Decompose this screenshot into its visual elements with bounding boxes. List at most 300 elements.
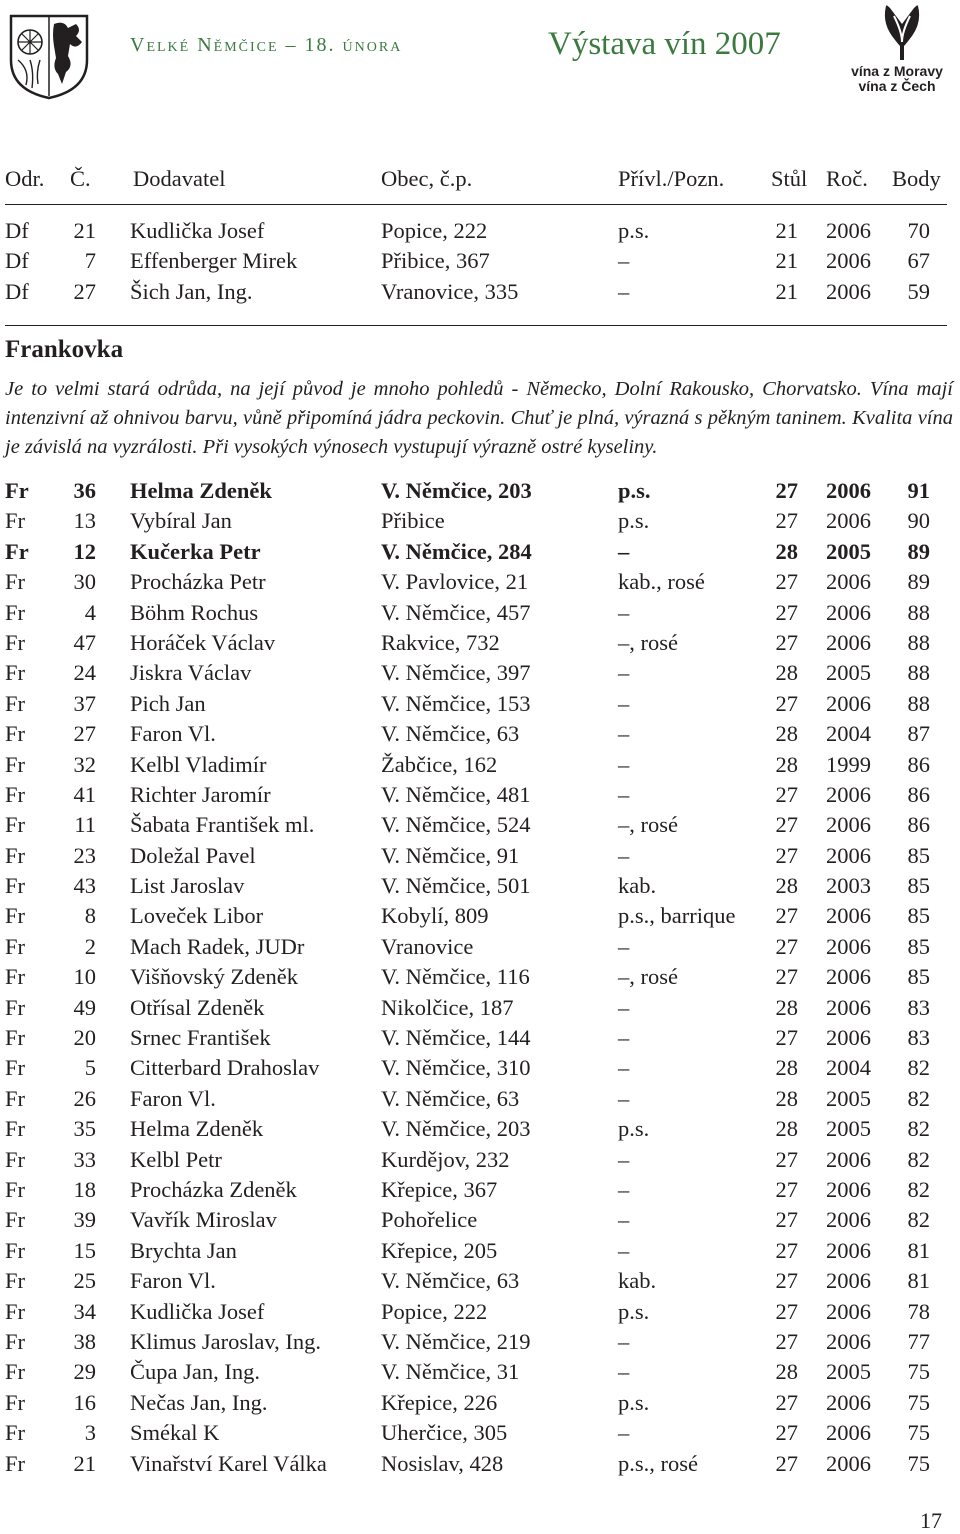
cell-stul: 27: [775, 508, 798, 534]
cell-dodavatel: Kudlička Josef: [130, 1298, 265, 1324]
cell-rocnik: 2006: [826, 1268, 871, 1294]
cell-dodavatel: Procházka Petr: [130, 569, 266, 595]
cell-num: 16: [73, 1389, 96, 1415]
cell-rocnik: 2006: [826, 842, 871, 868]
cell-body: 82: [907, 1116, 930, 1142]
cell-num: 29: [73, 1359, 96, 1385]
col-header-stul: Stůl: [771, 166, 808, 191]
cell-stul: 27: [775, 1025, 798, 1051]
cell-stul: 27: [775, 1268, 798, 1294]
cell-odr: Fr: [5, 1055, 26, 1081]
cell-pozn: –: [618, 278, 630, 304]
cell-stul: 27: [775, 629, 798, 655]
page-header: [0, 0, 960, 110]
cell-stul: 27: [775, 1298, 798, 1324]
cell-pozn: –: [618, 994, 630, 1020]
cell-body: 89: [907, 569, 930, 595]
cell-obec: V. Němčice, 63: [381, 1268, 520, 1294]
table-row: [0, 628, 960, 658]
cell-pozn: –: [618, 599, 630, 625]
cell-num: 20: [73, 1025, 96, 1051]
cell-obec: V. Pavlovice, 21: [381, 569, 529, 595]
col-header-dodavatel: Dodavatel: [133, 166, 226, 191]
table-row: [0, 1266, 960, 1296]
cell-rocnik: 2006: [826, 278, 871, 304]
cell-pozn: –: [618, 721, 630, 747]
cell-pozn: –: [618, 751, 630, 777]
table-row: [0, 506, 960, 536]
table-row: [0, 476, 960, 506]
municipal-crest-icon: [8, 10, 90, 100]
cell-rocnik: 2006: [826, 994, 871, 1020]
cell-odr: Fr: [5, 873, 26, 899]
cell-body: 86: [907, 781, 930, 807]
cell-odr: Fr: [5, 629, 26, 655]
cell-stul: 28: [775, 1116, 798, 1142]
cell-obec: Žabčice, 162: [381, 751, 498, 777]
cell-odr: Fr: [5, 721, 26, 747]
table-row: [0, 1205, 960, 1235]
cell-rocnik: 2006: [826, 781, 871, 807]
cell-stul: 27: [775, 1207, 798, 1233]
cell-odr: Fr: [5, 994, 26, 1020]
cell-body: 91: [907, 478, 930, 503]
cell-pozn: kab.: [618, 873, 657, 899]
cell-body: 77: [907, 1328, 930, 1354]
cell-body: 85: [907, 933, 930, 959]
table-row: [0, 1327, 960, 1357]
cell-dodavatel: Srnec František: [130, 1025, 271, 1051]
cell-rocnik: 2006: [826, 903, 871, 929]
cell-body: 86: [907, 751, 930, 777]
cell-body: 88: [907, 629, 930, 655]
table-header: [0, 164, 960, 194]
cell-pozn: –, rosé: [618, 964, 678, 990]
cell-num: 38: [73, 1328, 96, 1354]
cell-odr: Fr: [5, 1328, 26, 1354]
cell-num: 37: [73, 690, 96, 716]
cell-obec: Uherčice, 305: [381, 1420, 508, 1446]
cell-stul: 27: [775, 569, 798, 595]
cell-pozn: –: [618, 1055, 630, 1081]
col-header-pozn: Přívl./Pozn.: [618, 166, 725, 191]
table-row: [0, 658, 960, 688]
cell-dodavatel: Brychta Jan: [130, 1237, 237, 1263]
cell-body: 82: [907, 1085, 930, 1111]
cell-rocnik: 2006: [826, 599, 871, 625]
cell-dodavatel: Procházka Zdeněk: [130, 1176, 297, 1202]
cell-stul: 28: [775, 1055, 798, 1081]
cell-body: 59: [907, 278, 930, 304]
cell-stul: 27: [775, 964, 798, 990]
cell-num: 26: [73, 1085, 96, 1111]
cell-obec: V. Němčice, 144: [381, 1025, 531, 1051]
cell-pozn: p.s.: [618, 1298, 650, 1324]
cell-num: 34: [73, 1298, 96, 1324]
cell-odr: Fr: [5, 538, 29, 564]
cell-dodavatel: Vybíral Jan: [130, 508, 232, 534]
cell-pozn: –: [618, 1146, 630, 1172]
cell-dodavatel: Otřísal Zdeněk: [130, 994, 265, 1020]
cell-stul: 21: [775, 218, 798, 243]
cell-num: 43: [73, 873, 96, 899]
cell-rocnik: 2006: [826, 1389, 871, 1415]
cell-pozn: –: [618, 538, 630, 564]
cell-rocnik: 2006: [826, 218, 871, 243]
cell-stul: 27: [775, 1389, 798, 1415]
cell-dodavatel: Kelbl Vladimír: [130, 751, 267, 777]
cell-pozn: –, rosé: [618, 629, 678, 655]
cell-dodavatel: Kelbl Petr: [130, 1146, 222, 1172]
cell-num: 35: [73, 1116, 96, 1142]
cell-body: 88: [907, 599, 930, 625]
cell-body: 70: [907, 218, 930, 243]
cell-pozn: p.s., barrique: [618, 903, 736, 929]
cell-stul: 27: [775, 690, 798, 716]
cell-rocnik: 2006: [826, 1025, 871, 1051]
cell-odr: Fr: [5, 1420, 26, 1446]
cell-obec: V. Němčice, 397: [381, 660, 531, 686]
cell-obec: Přibice, 367: [381, 248, 490, 274]
cell-dodavatel: List Jaroslav: [130, 873, 245, 899]
cell-body: 85: [907, 964, 930, 990]
table-row: [0, 1053, 960, 1083]
cell-num: 10: [73, 964, 96, 990]
cell-rocnik: 2005: [826, 538, 871, 564]
df-table-body: [0, 216, 960, 307]
cell-body: 86: [907, 812, 930, 838]
cell-rocnik: 2003: [826, 873, 871, 899]
cell-stul: 28: [775, 721, 798, 747]
cell-dodavatel: Helma Zdeněk: [130, 1116, 264, 1142]
cell-rocnik: 2006: [826, 478, 871, 503]
cell-odr: Fr: [5, 1085, 26, 1111]
cell-odr: Fr: [5, 1146, 26, 1172]
table-row: [0, 901, 960, 931]
cell-rocnik: 2006: [826, 933, 871, 959]
cell-pozn: –: [618, 842, 630, 868]
cell-stul: 28: [775, 751, 798, 777]
cell-dodavatel: Horáček Václav: [130, 629, 276, 655]
table-row: [0, 1418, 960, 1448]
cell-body: 87: [907, 721, 930, 747]
cell-stul: 27: [775, 812, 798, 838]
cell-pozn: –: [618, 1176, 630, 1202]
wine-logo-text: [842, 64, 952, 94]
cell-stul: 27: [775, 842, 798, 868]
cell-odr: Fr: [5, 1116, 26, 1142]
cell-obec: V. Němčice, 219: [381, 1328, 531, 1354]
cell-rocnik: 2006: [826, 1328, 871, 1354]
cell-pozn: p.s.: [618, 218, 650, 243]
table-row: [0, 277, 960, 307]
cell-stul: 28: [775, 538, 798, 564]
cell-pozn: –: [618, 1025, 630, 1051]
cell-rocnik: 2005: [826, 1116, 871, 1142]
cell-dodavatel: Kudlička Josef: [130, 218, 265, 243]
cell-stul: 27: [775, 599, 798, 625]
cell-body: 85: [907, 842, 930, 868]
cell-dodavatel: Klimus Jaroslav, Ing.: [130, 1328, 322, 1354]
cell-rocnik: 2006: [826, 1420, 871, 1446]
cell-rocnik: 2006: [826, 508, 871, 534]
cell-pozn: –: [618, 1420, 630, 1446]
cell-num: 23: [73, 842, 96, 868]
cell-obec: Křepice, 226: [381, 1389, 498, 1415]
cell-obec: Vranovice: [381, 933, 474, 959]
cell-dodavatel: Višňovský Zdeněk: [130, 964, 299, 990]
cell-num: 24: [73, 660, 96, 686]
table-row: [0, 567, 960, 597]
table-row: [0, 1449, 960, 1479]
cell-num: 2: [84, 933, 96, 959]
cell-rocnik: 2005: [826, 1085, 871, 1111]
cell-odr: Fr: [5, 751, 26, 777]
cell-rocnik: 2006: [826, 1298, 871, 1324]
cell-dodavatel: Šabata František ml.: [130, 812, 315, 838]
cell-pozn: kab.: [618, 1268, 657, 1294]
cell-body: 75: [907, 1450, 930, 1476]
cell-num: 21: [73, 1450, 96, 1476]
cell-body: 85: [907, 873, 930, 899]
cell-body: 88: [907, 660, 930, 686]
cell-num: 47: [73, 629, 96, 655]
cell-rocnik: 2006: [826, 629, 871, 655]
cell-body: 82: [907, 1176, 930, 1202]
cell-num: 18: [73, 1176, 96, 1202]
cell-body: 83: [907, 994, 930, 1020]
cell-num: 30: [73, 569, 96, 595]
cell-dodavatel: Richter Jaromír: [130, 781, 271, 807]
cell-body: 81: [907, 1237, 930, 1263]
cell-rocnik: 2005: [826, 1359, 871, 1385]
cell-num: 11: [74, 812, 96, 838]
table-row: [0, 962, 960, 992]
cell-stul: 27: [775, 1420, 798, 1446]
cell-dodavatel: Loveček Libor: [130, 903, 264, 929]
cell-pozn: –: [618, 1328, 630, 1354]
cell-pozn: p.s.: [618, 478, 651, 503]
cell-body: 75: [907, 1420, 930, 1446]
cell-obec: V. Němčice, 524: [381, 812, 531, 838]
cell-num: 21: [73, 218, 96, 243]
cell-obec: V. Němčice, 203: [381, 1116, 531, 1142]
cell-dodavatel: Citterbard Drahoslav: [130, 1055, 320, 1081]
cell-dodavatel: Helma Zdeněk: [130, 478, 272, 503]
cell-stul: 27: [775, 781, 798, 807]
cell-dodavatel: Nečas Jan, Ing.: [130, 1389, 268, 1415]
cell-body: 82: [907, 1146, 930, 1172]
cell-num: 32: [73, 751, 96, 777]
cell-obec: Nosislav, 428: [381, 1450, 504, 1476]
cell-obec: Popice, 222: [381, 218, 488, 243]
cell-stul: 27: [775, 933, 798, 959]
cell-num: 25: [73, 1268, 96, 1294]
table-row: [0, 1175, 960, 1205]
table-row: [0, 1084, 960, 1114]
cell-odr: Fr: [5, 1359, 26, 1385]
table-row: [0, 871, 960, 901]
cell-num: 36: [73, 478, 96, 503]
cell-num: 7: [84, 248, 96, 274]
cell-pozn: –: [618, 1207, 630, 1233]
table-row: [0, 216, 960, 246]
cell-odr: Df: [5, 278, 29, 304]
cell-obec: V. Němčice, 310: [381, 1055, 531, 1081]
cell-stul: 28: [775, 873, 798, 899]
divider: [5, 204, 947, 205]
cell-body: 83: [907, 1025, 930, 1051]
cell-dodavatel: Faron Vl.: [130, 1268, 216, 1294]
column-header-row: [0, 164, 960, 194]
cell-num: 39: [73, 1207, 96, 1233]
cell-body: 88: [907, 690, 930, 716]
cell-odr: Fr: [5, 781, 26, 807]
cell-pozn: –: [618, 248, 630, 274]
cell-num: 13: [73, 508, 96, 534]
cell-stul: 27: [775, 1328, 798, 1354]
table-row: [0, 932, 960, 962]
cell-rocnik: 2006: [826, 248, 871, 274]
cell-odr: Fr: [5, 1237, 26, 1263]
cell-stul: 27: [775, 1146, 798, 1172]
cell-obec: Pohořelice: [381, 1207, 478, 1233]
cell-obec: Přibice: [381, 508, 445, 534]
table-row: [0, 1023, 960, 1053]
cell-rocnik: 1999: [826, 751, 871, 777]
cell-obec: V. Němčice, 63: [381, 721, 520, 747]
cell-body: 82: [907, 1207, 930, 1233]
cell-obec: Rakvice, 732: [381, 629, 500, 655]
cell-num: 8: [84, 903, 96, 929]
cell-stul: 28: [775, 994, 798, 1020]
cell-body: 85: [907, 903, 930, 929]
table-row: [0, 1236, 960, 1266]
cell-dodavatel: Vinařství Karel Válka: [130, 1450, 327, 1476]
cell-obec: Křepice, 205: [381, 1237, 498, 1263]
cell-num: 41: [73, 781, 96, 807]
cell-pozn: –: [618, 1085, 630, 1111]
cell-num: 15: [73, 1237, 96, 1263]
logo-line-2: vína z Čech: [858, 78, 936, 94]
cell-odr: Fr: [5, 1176, 26, 1202]
cell-dodavatel: Pich Jan: [130, 690, 206, 716]
logo-line-1: vína z Moravy: [851, 63, 943, 79]
cell-body: 78: [907, 1298, 930, 1324]
cell-odr: Fr: [5, 812, 26, 838]
table-row: [0, 1388, 960, 1418]
cell-dodavatel: Kučerka Petr: [130, 538, 261, 564]
cell-odr: Fr: [5, 1450, 26, 1476]
cell-num: 49: [73, 994, 96, 1020]
cell-pozn: kab., rosé: [618, 569, 705, 595]
table-row: [0, 719, 960, 749]
cell-stul: 27: [775, 1237, 798, 1263]
table-row: [0, 841, 960, 871]
table-row: [0, 750, 960, 780]
cell-odr: Fr: [5, 1207, 26, 1233]
cell-obec: V. Němčice, 501: [381, 873, 531, 899]
cell-stul: 27: [775, 478, 798, 503]
cell-stul: 21: [775, 278, 798, 304]
cell-body: 90: [907, 508, 930, 534]
cell-odr: Fr: [5, 478, 29, 503]
cell-rocnik: 2006: [826, 1207, 871, 1233]
cell-stul: 21: [775, 248, 798, 274]
cell-num: 12: [73, 538, 96, 564]
cell-obec: V. Němčice, 153: [381, 690, 531, 716]
cell-rocnik: 2004: [826, 1055, 871, 1081]
cell-odr: Fr: [5, 1268, 26, 1294]
cell-odr: Fr: [5, 1298, 26, 1324]
page-number: 17: [920, 1508, 942, 1533]
table-row: [0, 993, 960, 1023]
table-row: [0, 246, 960, 276]
cell-rocnik: 2005: [826, 660, 871, 686]
cell-stul: 28: [775, 660, 798, 686]
cell-num: 4: [84, 599, 96, 625]
cell-odr: Fr: [5, 508, 26, 534]
cell-num: 3: [84, 1420, 96, 1446]
cell-stul: 27: [775, 903, 798, 929]
cell-odr: Fr: [5, 964, 26, 990]
cell-num: 27: [73, 278, 96, 304]
cell-odr: Fr: [5, 660, 26, 686]
divider: [5, 325, 947, 326]
cell-pozn: p.s.: [618, 1389, 650, 1415]
cell-obec: Kobylí, 809: [381, 903, 489, 929]
cell-num: 33: [73, 1146, 96, 1172]
cell-obec: Vranovice, 335: [381, 278, 519, 304]
table-row: [0, 1114, 960, 1144]
cell-odr: Fr: [5, 1025, 26, 1051]
cell-stul: 27: [775, 1176, 798, 1202]
cell-stul: 27: [775, 1450, 798, 1476]
cell-dodavatel: Čupa Jan, Ing.: [130, 1359, 260, 1385]
cell-dodavatel: Šich Jan, Ing.: [130, 278, 253, 304]
table-row: [0, 1297, 960, 1327]
cell-dodavatel: Faron Vl.: [130, 1085, 216, 1111]
cell-odr: Fr: [5, 1389, 26, 1415]
cell-obec: V. Němčice, 457: [381, 599, 531, 625]
col-header-rocnik: Roč.: [826, 166, 868, 191]
cell-odr: Fr: [5, 569, 26, 595]
fr-table-body: [0, 476, 960, 1479]
cell-rocnik: 2004: [826, 721, 871, 747]
section-title: Frankovka: [5, 336, 124, 363]
cell-rocnik: 2006: [826, 1146, 871, 1172]
cell-rocnik: 2006: [826, 1176, 871, 1202]
cell-odr: Fr: [5, 933, 26, 959]
cell-dodavatel: Jiskra Václav: [130, 660, 252, 686]
cell-pozn: p.s.: [618, 508, 650, 534]
cell-rocnik: 2006: [826, 1450, 871, 1476]
cell-pozn: –: [618, 933, 630, 959]
col-header-num: Č.: [70, 166, 91, 191]
cell-odr: Fr: [5, 903, 26, 929]
cell-odr: Df: [5, 248, 29, 274]
cell-obec: V. Němčice, 31: [381, 1359, 520, 1385]
table-row: [0, 1145, 960, 1175]
cell-pozn: p.s.: [618, 1116, 650, 1142]
table-row: [0, 689, 960, 719]
cell-odr: Fr: [5, 599, 26, 625]
cell-pozn: –, rosé: [618, 812, 678, 838]
cell-stul: 28: [775, 1359, 798, 1385]
cell-body: 81: [907, 1268, 930, 1294]
cell-body: 82: [907, 1055, 930, 1081]
cell-dodavatel: Böhm Rochus: [130, 599, 259, 625]
